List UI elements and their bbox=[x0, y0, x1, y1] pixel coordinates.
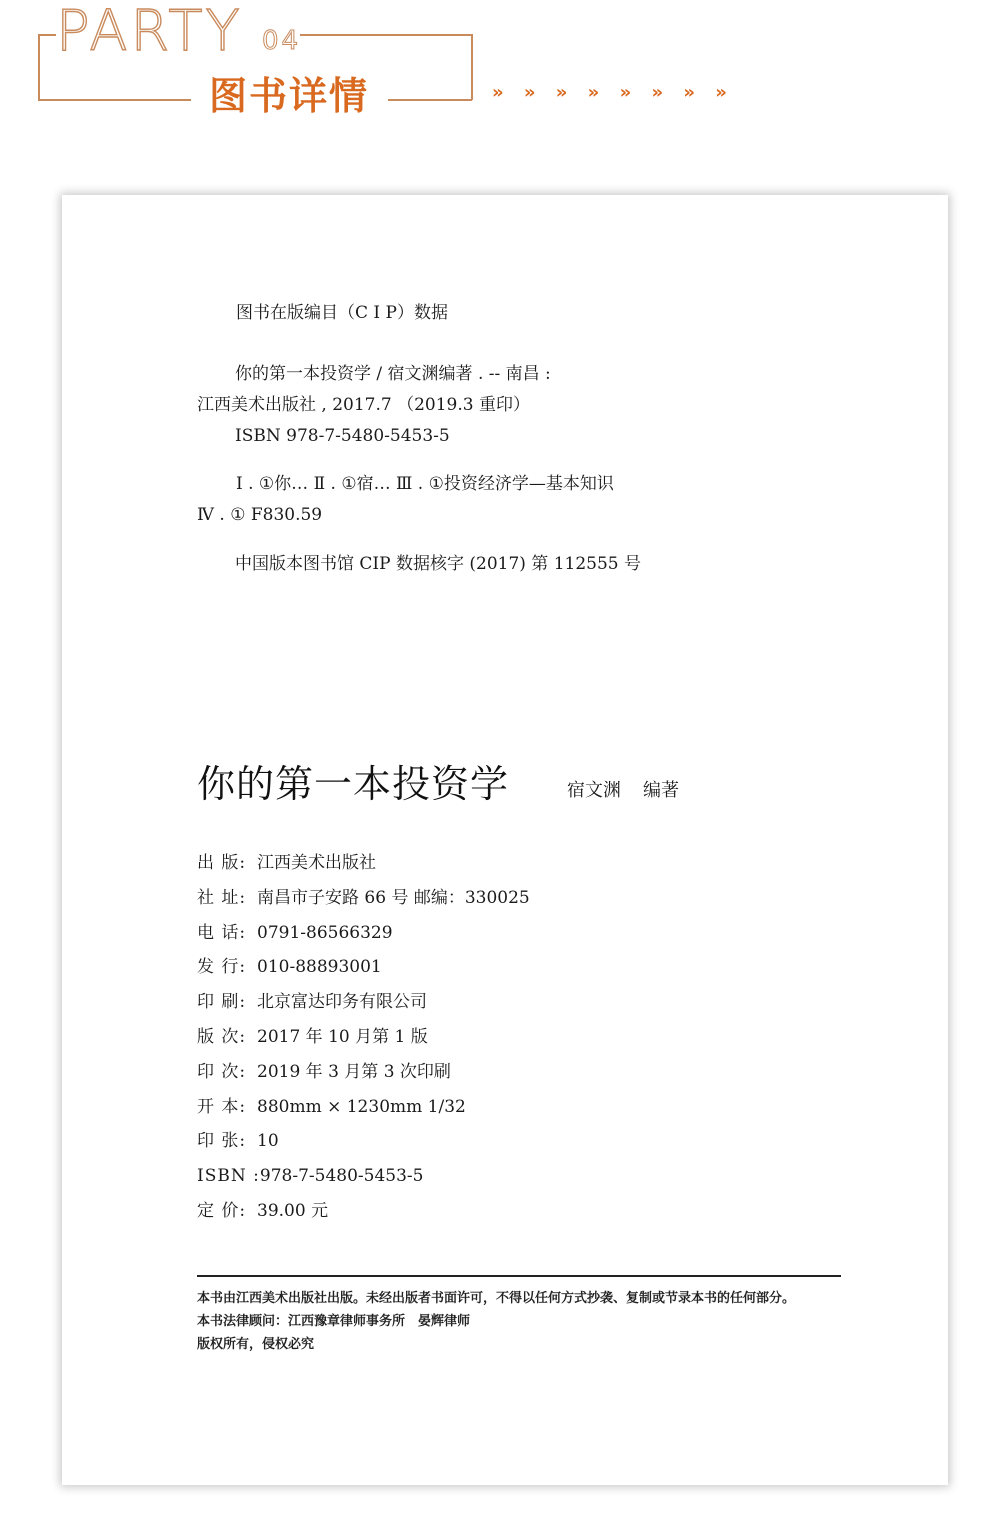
info-value: 978-7-5480-5453-5 bbox=[259, 1166, 424, 1187]
footer-divider bbox=[197, 1275, 841, 1277]
info-row-publisher bbox=[197, 851, 530, 886]
info-value: 北京富达印务有限公司 bbox=[257, 992, 427, 1013]
info-key: 定 价: bbox=[197, 1200, 247, 1221]
info-row-format bbox=[197, 1095, 530, 1130]
author-name: 宿文渊 bbox=[567, 780, 621, 801]
book-title: 你的第一本投资学 bbox=[197, 762, 510, 806]
cip-line-1: 你的第一本投资学 / 宿文渊编著 . -- 南昌 : bbox=[235, 364, 551, 384]
header-frame-top-right bbox=[300, 34, 472, 36]
section-header bbox=[0, 0, 1000, 140]
cip-classification-2: Ⅳ . ① F830.59 bbox=[197, 505, 323, 525]
info-key: 印 刷: bbox=[197, 992, 247, 1013]
legal-counsel: 本书法律顾问：江西豫章律师事务所 晏辉律师 bbox=[197, 1314, 471, 1329]
chevron-arrows-icon: » » » » » » » » bbox=[492, 82, 734, 103]
info-key: 发 行: bbox=[197, 957, 247, 978]
info-row-price bbox=[197, 1199, 530, 1234]
info-value: 880mm × 1230mm 1/32 bbox=[257, 1096, 466, 1117]
header-frame-left-vertical bbox=[38, 34, 40, 100]
info-key: 开 本: bbox=[197, 1096, 247, 1117]
info-value: 江西美术出版社 bbox=[257, 853, 376, 873]
header-frame-top-left bbox=[38, 34, 56, 36]
info-key: ISBN : bbox=[197, 1166, 260, 1187]
info-value: 39.00 元 bbox=[257, 1200, 329, 1221]
header-frame-right-vertical bbox=[471, 34, 473, 100]
cip-heading: 图书在版编目（C I P）数据 bbox=[236, 303, 448, 323]
info-row-address bbox=[197, 886, 530, 921]
info-value: 2019 年 3 月第 3 次印刷 bbox=[257, 1061, 451, 1082]
info-row-isbn bbox=[197, 1164, 530, 1199]
info-value: 0791-86566329 bbox=[257, 922, 393, 943]
info-key: 电 话: bbox=[197, 922, 247, 943]
info-key: 版 次: bbox=[197, 1026, 247, 1047]
cip-data-number: 中国版本图书馆 CIP 数据核字 (2017) 第 112555 号 bbox=[235, 554, 642, 574]
info-row-phone bbox=[197, 921, 530, 956]
book-author bbox=[567, 779, 679, 803]
party-number: 04 bbox=[262, 26, 302, 56]
cip-isbn: ISBN 978-7-5480-5453-5 bbox=[235, 426, 450, 446]
info-row-printing bbox=[197, 1060, 530, 1095]
cip-classification-1: Ⅰ . ①你… Ⅱ . ①宿… Ⅲ . ①投资经济学—基本知识 bbox=[236, 474, 614, 494]
info-row-printer bbox=[197, 990, 530, 1025]
cip-line-2: 江西美术出版社 , 2017.7 （2019.3 重印） bbox=[197, 395, 530, 415]
rights-reserved: 版权所有，侵权必究 bbox=[197, 1337, 315, 1352]
copyright-page bbox=[62, 195, 948, 1485]
section-title: 图书详情 bbox=[209, 74, 370, 118]
info-row-edition bbox=[197, 1025, 530, 1060]
info-value: 10 bbox=[257, 1131, 279, 1152]
publication-info-list bbox=[197, 851, 530, 1234]
info-key: 出 版: bbox=[197, 853, 247, 873]
info-value: 南昌市子安路 66 号 邮编：330025 bbox=[257, 887, 530, 908]
info-value: 010-88893001 bbox=[257, 957, 382, 978]
info-row-sheets bbox=[197, 1129, 530, 1164]
info-row-distribution bbox=[197, 955, 530, 990]
info-key: 印 张: bbox=[197, 1131, 247, 1152]
info-key: 印 次: bbox=[197, 1061, 247, 1082]
author-role: 编著 bbox=[643, 780, 679, 801]
copyright-notice: 本书由江西美术出版社出版。未经出版者书面许可，不得以任何方式抄袭、复制或节录本书的任何部分。 bbox=[197, 1291, 796, 1306]
header-frame-bottom-left bbox=[38, 99, 191, 101]
info-value: 2017 年 10 月第 1 版 bbox=[257, 1026, 428, 1047]
info-key: 社 址: bbox=[197, 887, 247, 908]
party-label: PARTY bbox=[56, 0, 243, 64]
header-frame-bottom-right bbox=[388, 99, 472, 101]
